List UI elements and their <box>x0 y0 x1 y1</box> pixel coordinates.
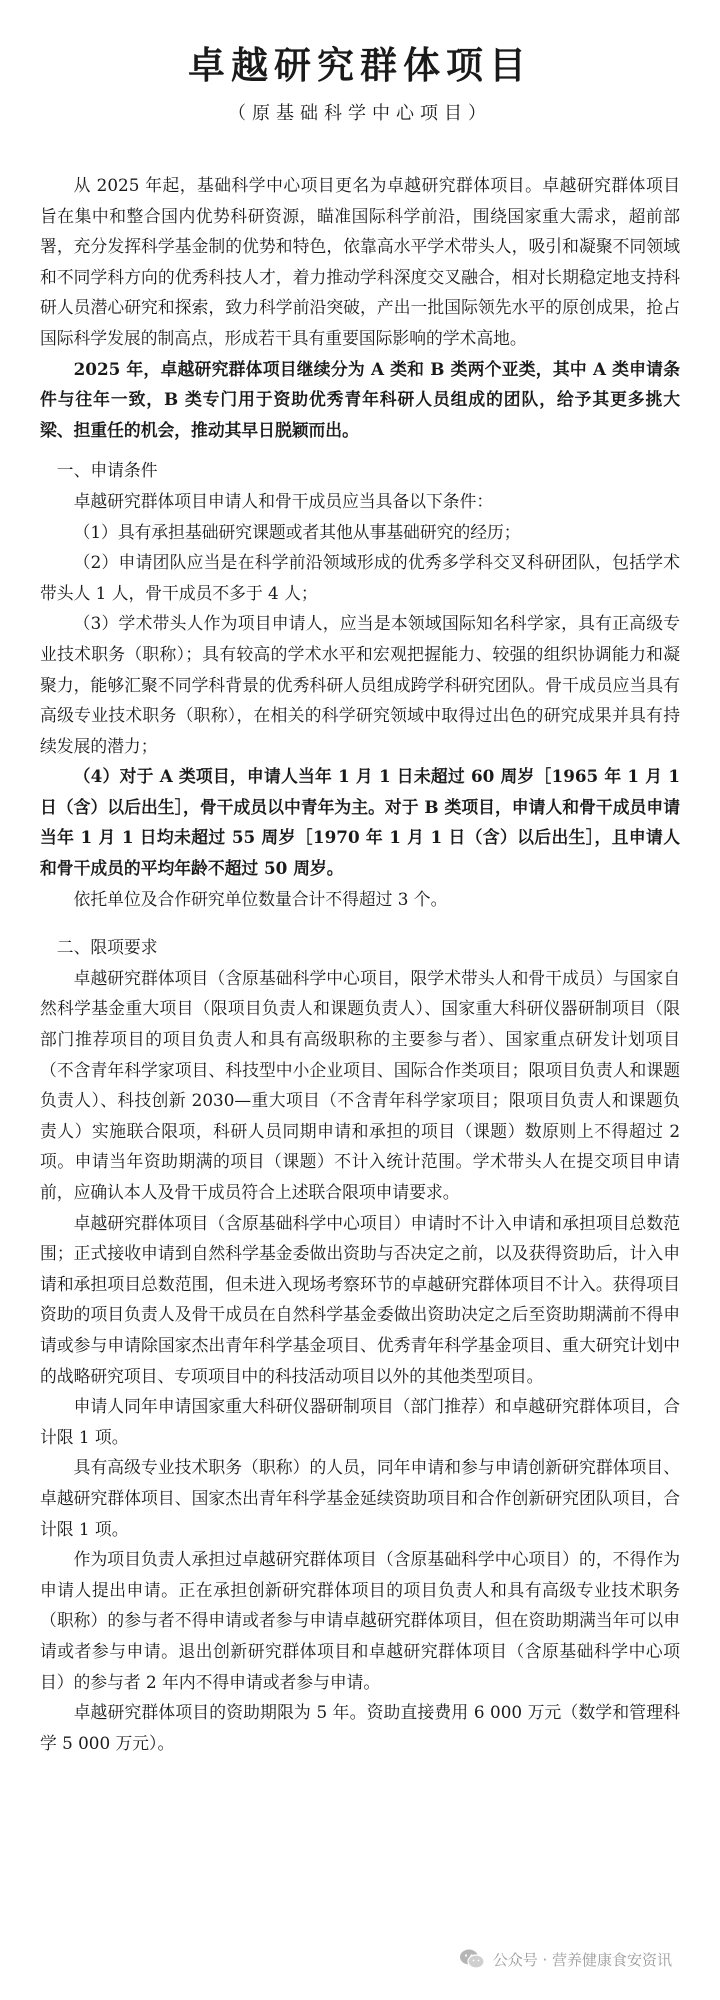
watermark <box>459 1944 672 1974</box>
document-subtitle: （原基础科学中心项目） <box>228 103 492 124</box>
condition-item-1: （1）具有承担基础研究课题或者其他从事基础研究的经历； <box>73 521 521 542</box>
watermark-text: 公众号 · 营养健康食安资讯 <box>492 1950 672 1969</box>
limits-paragraph-5: 作为项目负责人承担过卓越研究群体项目（含原基础科学中心项目）的，不得作为申请人提出申请。正在承担创新研究群体项目的项目负责人和具有高级专业技术职务（职称）的参与者不得申请或者参与申请卓越研究群体项目，但在资助期满当年可以申请或者参与申请。退出创新研究群体项目和卓越研究群体项目（含原基础科学中心项目）的参与者 2 年内不得申请或者参与申请。 <box>40 1549 680 1692</box>
document-body <box>40 170 680 1758</box>
limits-paragraph-2: 卓越研究群体项目（含原基础科学中心项目）申请时不计入申请和承担项目总数范围；正式接收申请到自然科学基金委做出资助与否决定之前，以及获得资助后，计入申请和承担项目总数范围，但未进入现场考察环节的卓越研究群体项目不计入。获得项目资助的项目负责人及骨干成员在自然科学基金委做出资助决定之后至资助期满前不得申请或参与申请除国家杰出青年科学基金项目、优秀青年科学基金项目、重大研究计划中的战略研究项目、专项项目中的科技活动项目以外的其他类型项目。 <box>40 1212 680 1386</box>
section-heading-limits: 二、限项要求 <box>56 937 158 958</box>
condition-item-2: （2）申请团队应当是在科学前沿领域形成的优秀多学科交叉科研团队，包括学术带头人 1 人，骨干成员不多于 4 人； <box>40 552 680 603</box>
conditions-closing: 依托单位及合作研究单位数量合计不得超过 3 个。 <box>73 888 448 909</box>
intro-paragraph-2: 2025 年，卓越研究群体项目继续分为 A 类和 B 类两个亚类，其中 A 类申请条件与往年一致，B 类专门用于资助优秀青年科研人员组成的团队，给予其更多挑大梁、担重任的机会，推动其早日脱颖而出。 <box>40 358 680 440</box>
condition-item-3: （3）学术带头人作为项目申请人，应当是本领域国际知名科学家，具有正高级专业技术职务（职称）；具有较高的学术水平和宏观把握能力、较强的组织协调能力和凝聚力，能够汇聚不同学科背景的优秀科研人员组成跨学科研究团队。骨干成员应当具有高级专业技术职务（职称），在相关的科学研究领域中取得过出色的研究成果并具有持续发展的潜力； <box>40 613 680 756</box>
limits-paragraph-3: 申请人同年申请国家重大科研仪器研制项目（部门推荐）和卓越研究群体项目，合计限 1 项。 <box>40 1396 680 1447</box>
limits-paragraph-1: 卓越研究群体项目（含原基础科学中心项目，限学术带头人和骨干成员）与国家自然科学基金重大项目（限项目负责人和课题负责人）、国家重大科研仪器研制项目（限部门推荐项目的项目负责人和具有高级职称的主要参与者）、国家重点研发计划项目（不含青年科学家项目、科技型中小企业项目、国际合作类项目；限项目负责人和课题负责人）、科技创新 2030—重大项目（不含青年科学家项目；限项目负责人和课题负责人）实施联合限项，科研人员同期申请和承担的项目（课题）数原则上不得超过 2 项。申请当年资助期满的项目（课题）不计入统计范围。学术带头人在提交项目申请前，应确认本人及骨干成员符合上述联合限项申请要求。 <box>40 967 680 1202</box>
intro-paragraph-1: 从 2025 年起，基础科学中心项目更名为卓越研究群体项目。卓越研究群体项目旨在集中和整合国内优势科研资源，瞄准国际科学前沿，围绕国家重大需求，超前部署，充分发挥科学基金制的优势和特色，依靠高水平学术带头人，吸引和凝聚不同领域和不同学科方向的优秀科技人才，着力推动学科深度交叉融合，相对长期稳定地支持科研人员潜心研究和探索，致力科学前沿突破，产出一批国际领先水平的原创成果，抢占国际科学发展的制高点，形成若干具有重要国际影响的学术高地。 <box>40 175 680 348</box>
limits-paragraph-4: 具有高级专业技术职务（职称）的人员，同年申请和参与申请创新研究群体项目、卓越研究群体项目、国家杰出青年科学基金延续资助项目和合作创新研究团队项目，合计限 1 项。 <box>40 1457 680 1539</box>
section-heading-conditions: 一、申请条件 <box>56 460 158 481</box>
document-title: 卓越研究群体项目 <box>188 43 532 87</box>
conditions-lead: 卓越研究群体项目申请人和骨干成员应当具备以下条件： <box>73 490 494 511</box>
condition-item-4: （4）对于 A 类项目，申请人当年 1 月 1 日未超过 60 周岁［1965 年 1 月 1 日（含）以后出生］，骨干成员以中青年为主。对于 B 类项目，申请人和骨干成员申请当年 1 月 1 日均未超过 55 周岁［1970 年 1 月 1 日（含）以后出生］，且申请人和骨干成员的平均年龄不超过 50 周岁。 <box>40 766 680 879</box>
wechat-icon <box>459 1948 485 1970</box>
limits-paragraph-6: 卓越研究群体项目的资助期限为 5 年。资助直接费用 6 000 万元（数学和管理科学 5 000 万元）。 <box>40 1702 680 1753</box>
